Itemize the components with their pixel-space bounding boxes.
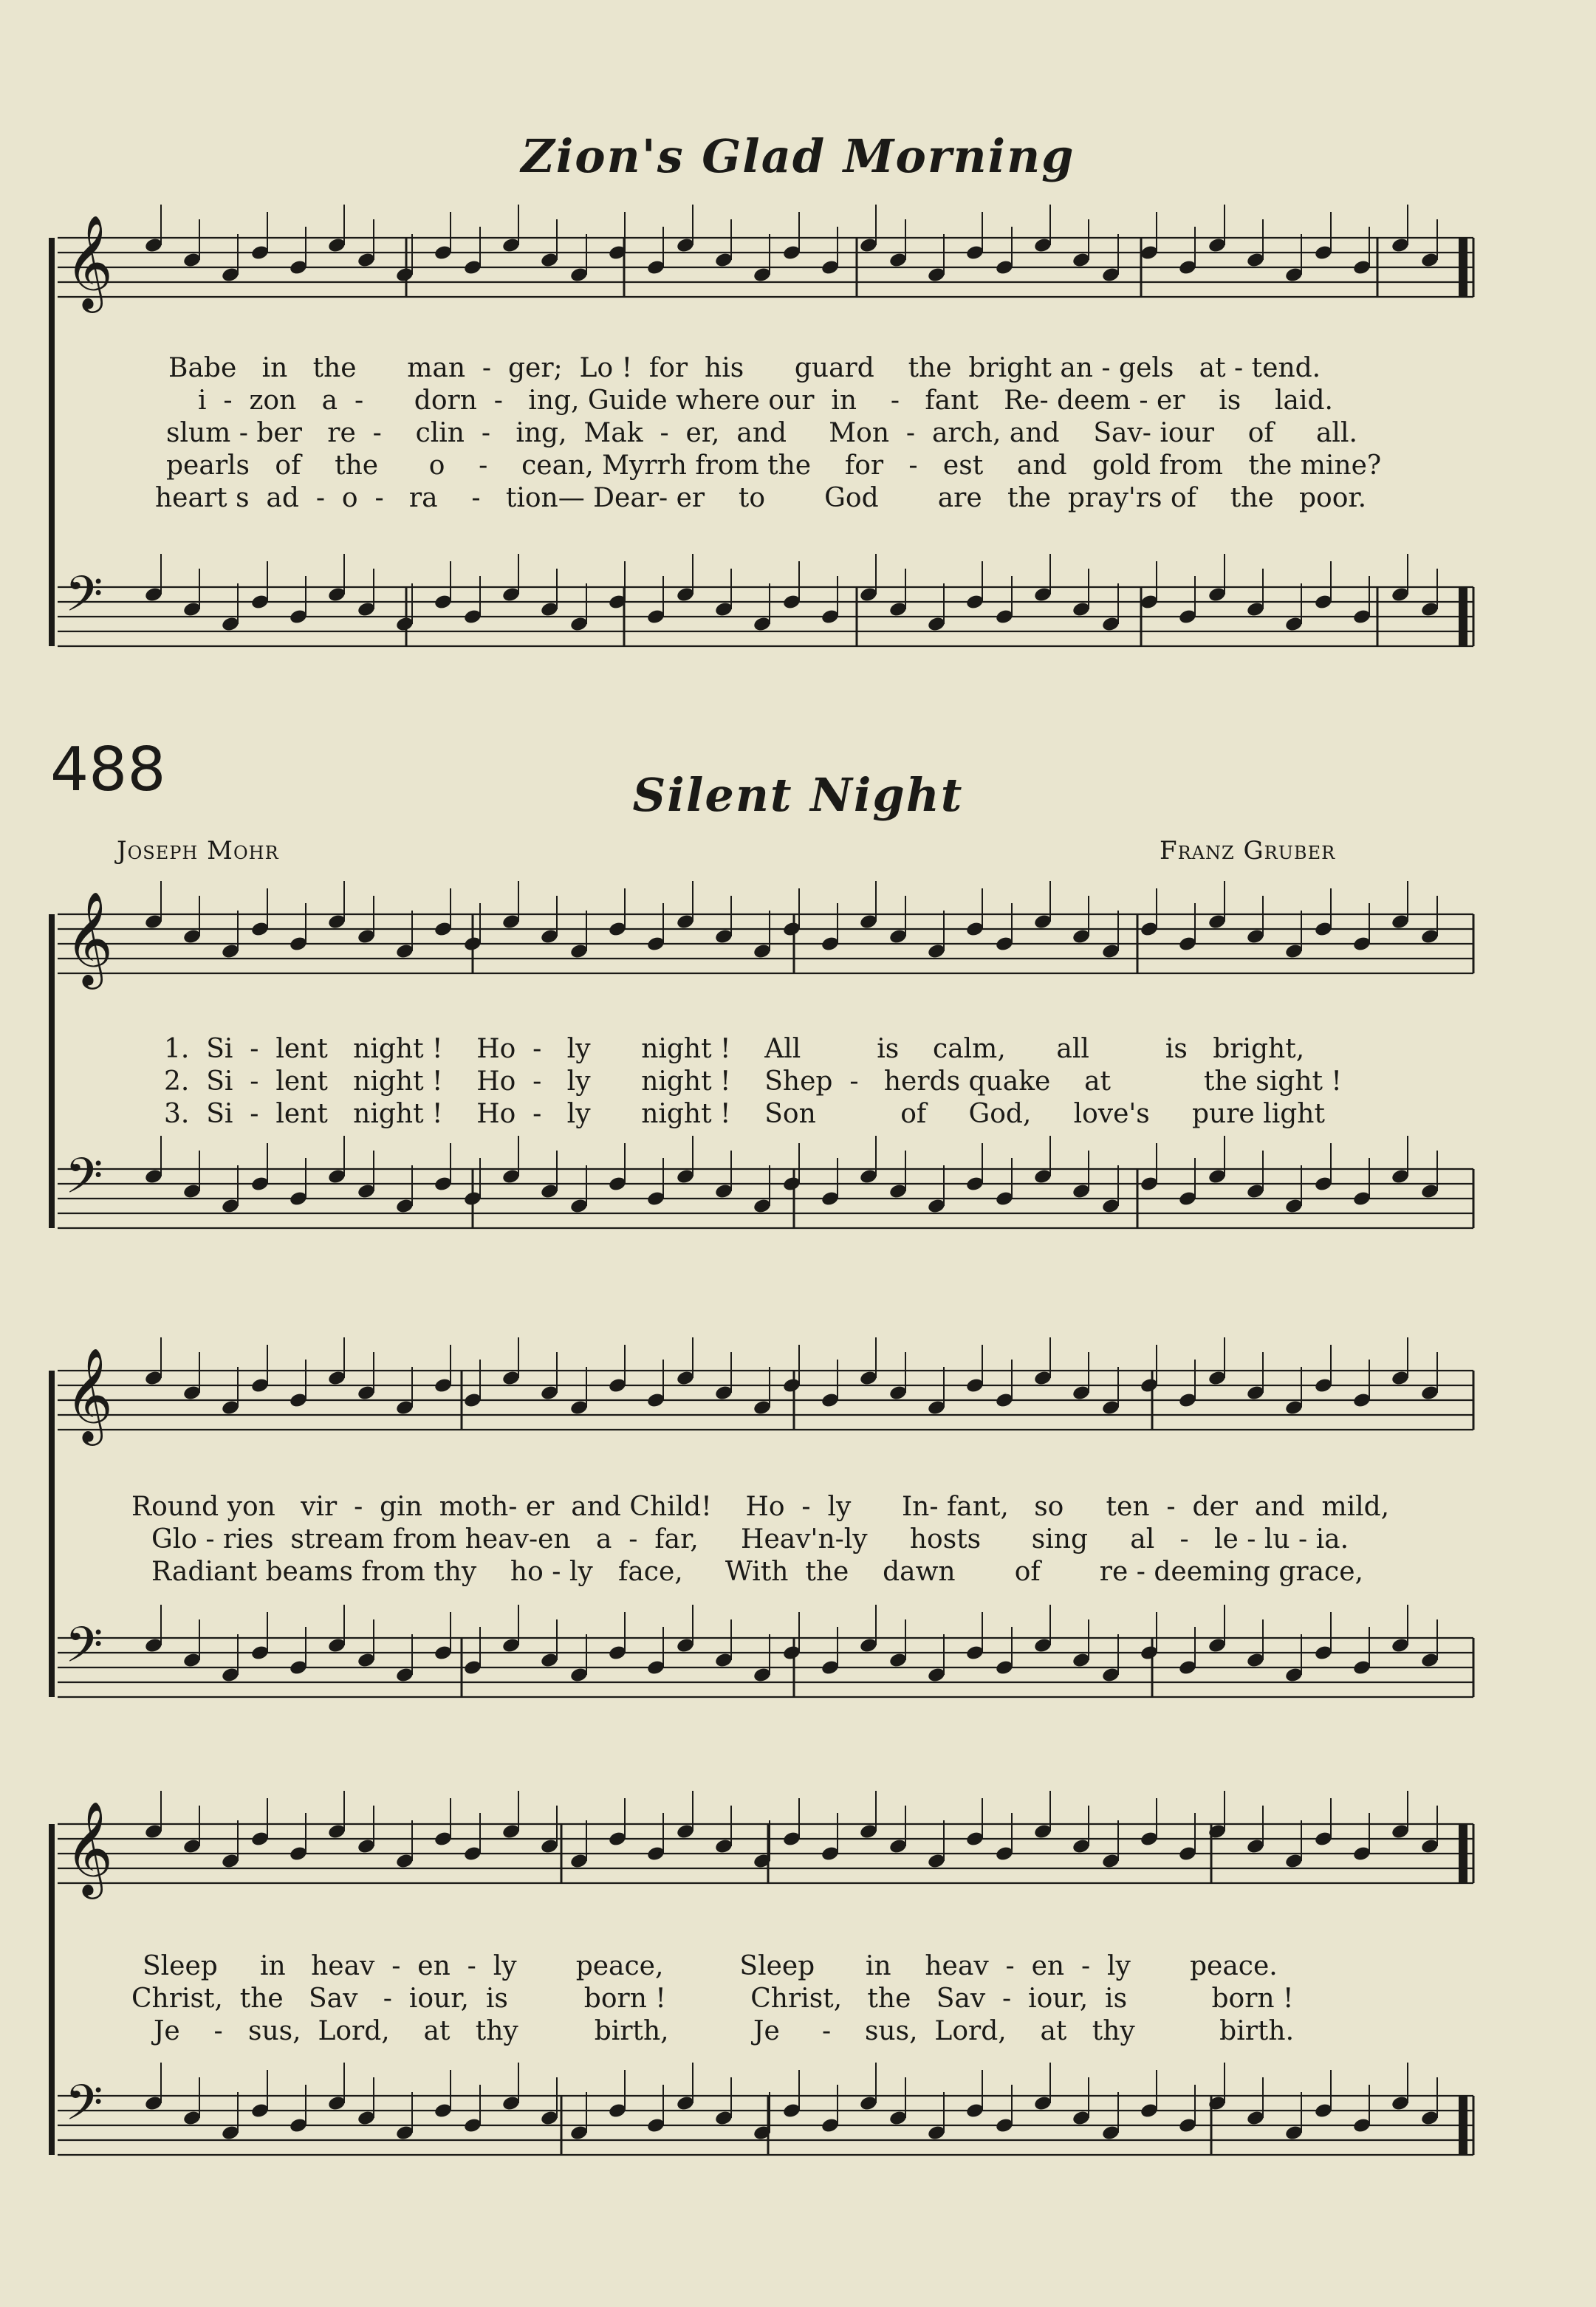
lyricist-credit: Joseph Mohr: [117, 836, 279, 865]
final-double-bar: [1459, 2096, 1467, 2155]
system1-verse-1: 1. Si - lent night ! Ho - ly night ! All is calm, all is bright,: [164, 1034, 1305, 1064]
previous-hymn-verse-5: heart s ad - o - ra - tion— Dear- er to God are the pray'rs of the poor.: [155, 483, 1367, 513]
system1-verse-3: 3. Si - lent night ! Ho - ly night ! Son of God, love's pure light: [164, 1099, 1325, 1129]
previous-hymn-verse-1: Babe in the man - ger; Lo ! for his guard the bright an - gels at - tend.: [168, 353, 1321, 383]
previous-hymn-verse-4: pearls of the o - cean, Myrrh from the for - est and gold from the mine?: [166, 450, 1382, 481]
final-double-bar: [1459, 238, 1467, 297]
composer-credit: Franz Gruber: [1160, 836, 1336, 865]
bass-staff-bass-clef: 𝄢: [65, 1617, 103, 1685]
system2-verse-2: Glo - ries stream from heav-en a - far, Heav'n-ly hosts sing al - le - lu - ia.: [151, 1524, 1349, 1554]
treble-staff-treble-clef: 𝄞: [65, 1800, 114, 1895]
hymn-title: Silent Night: [632, 768, 964, 822]
system3-verse-2: Christ, the Sav - iour, is born ! Christ, the Sav - iour, is born !: [131, 1984, 1294, 2014]
final-double-bar: [1459, 1824, 1467, 1883]
system3-verse-1: Sleep in heav - en - ly peace, Sleep in heav - en - ly peace.: [143, 1951, 1278, 1981]
previous-hymn-verse-3: slum - ber re - clin - ing, Mak - er, and Mon - arch, and Sav- iour of all.: [166, 418, 1357, 448]
previous-hymn-title: Zion's Glad Morning: [521, 129, 1075, 183]
previous-hymn-verse-2: i - zon a - dorn - ing, Guide where our in - fant Re- deem - er is laid.: [198, 385, 1333, 416]
treble-staff-treble-clef: 𝄞: [65, 891, 114, 985]
hymn-number: 488: [50, 735, 166, 805]
bass-staff-bass-clef: 𝄢: [65, 566, 103, 634]
system1-verse-2: 2. Si - lent night ! Ho - ly night ! Shep - herds quake at the sight !: [164, 1066, 1342, 1097]
treble-staff-treble-clef: 𝄞: [65, 1347, 114, 1442]
system3-verse-3: Je - sus, Lord, at thy birth, Je - sus, Lord, at thy birth.: [154, 2016, 1295, 2046]
final-double-bar: [1459, 587, 1467, 646]
system2-verse-1: Round yon vir - gin moth- er and Child! Ho - ly In- fant, so ten - der and mild,: [131, 1492, 1390, 1522]
treble-staff-treble-clef: 𝄞: [65, 214, 114, 309]
bass-staff-bass-clef: 𝄢: [65, 1148, 103, 1216]
system2-verse-3: Radiant beams from thy ho - ly face, With the dawn of re - deeming grace,: [151, 1557, 1363, 1587]
bass-staff-bass-clef: 𝄢: [65, 2074, 103, 2143]
